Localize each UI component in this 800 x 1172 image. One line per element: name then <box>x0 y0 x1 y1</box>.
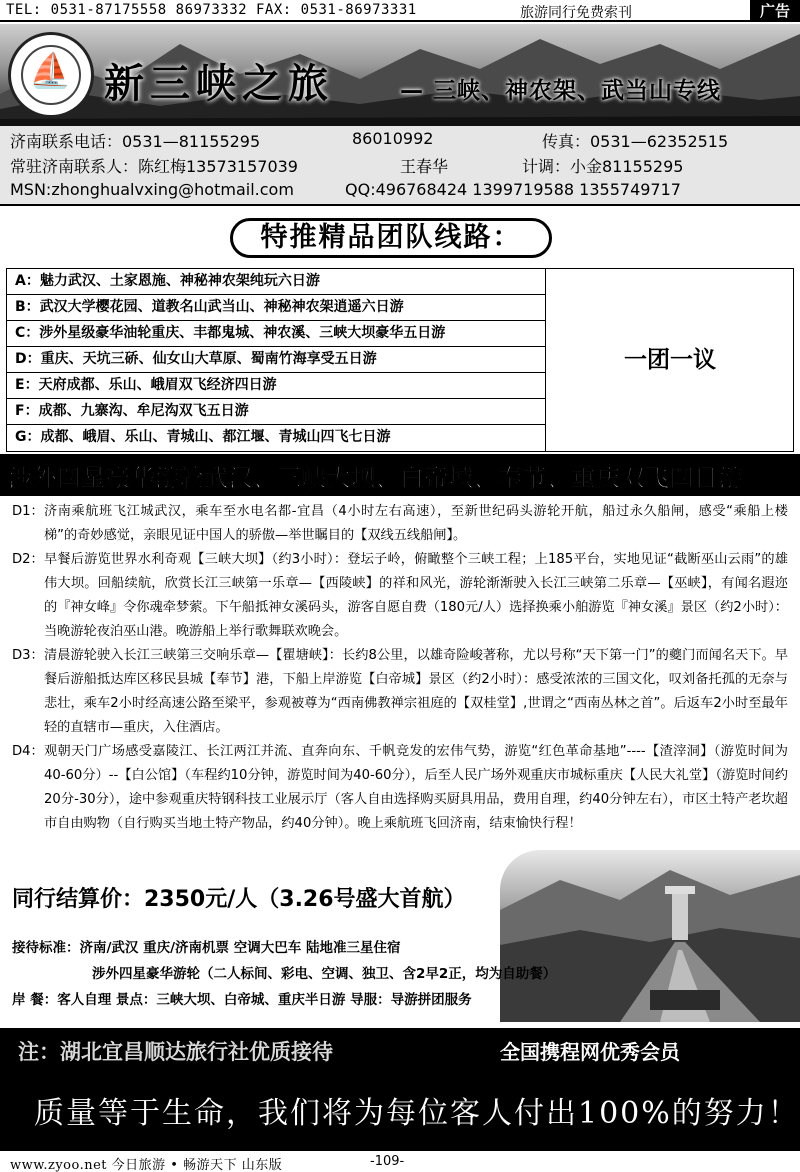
footer <box>0 1150 800 1172</box>
route-item-f: F：成都、九寨沟、牟尼沟双飞五日游 <box>7 399 545 425</box>
service-standard-1: 接待标准：济南/武汉 重庆/济南机票 空调大巴车 陆地准三星住宿 <box>12 940 401 956</box>
route-price-note: 一团一议 <box>624 347 716 373</box>
note-bar <box>0 1028 800 1072</box>
routes-list <box>7 269 546 451</box>
footer-site: www.zyoo.net 今日旅游 • 畅游天下 山东版 <box>10 1158 283 1172</box>
itinerary-day-4 <box>12 740 788 836</box>
slogan-bar <box>0 1072 800 1150</box>
page-number: -109- <box>370 1154 405 1169</box>
route-item-c: C：涉外星级豪华油轮重庆、丰都鬼城、神农溪、三峡大坝豪华五日游 <box>7 321 545 347</box>
itinerary-day-2 <box>12 548 788 644</box>
tel-fax-text: TEL: 0531-87175558 86973332 FAX: 0531-86973331 <box>6 2 417 18</box>
fax-number: 传真：0531—62352515 <box>542 132 729 151</box>
banner-title: 新三峡之旅 <box>104 60 334 107</box>
jinan-phone: 济南联系电话：0531—81155295 <box>10 132 261 151</box>
day-text: 早餐后游览世界水利奇观【三峡大坝】（约3小时）：登坛子岭，俯瞰整个三峡工程；上185平台，实地见证“截断巫山云雨”的雄伟大坝。回船续航，欣赏长江三峡第一乐章—【西陵峡】的祥和风光，游轮渐渐驶入长江三峡第二乐章—【巫峡】，有闻名遐迩的『神女峰』令你魂牵梦萦。下午船抵神女溪码头，游客自愿自费（180元/人）选择换乘小舶游览『神女溪』景区（约2小时）：当晚游轮夜泊巫山港。晚游船上举行歌舞联欢晚会。 <box>44 552 788 639</box>
route-item-g: G：成都、峨眉、乐山、青城山、都江堰、青城山四飞七日游 <box>15 429 391 445</box>
msn-address: MSN:zhonghualvxing@hotmail.com <box>10 180 294 199</box>
banner <box>0 24 800 126</box>
resident-contact: 常驻济南联系人：陈红梅13573157039 <box>10 157 298 176</box>
route-item-d: D：重庆、天坑三硚、仙女山大草原、蜀南竹海享受五日游 <box>7 347 545 373</box>
company-logo <box>8 32 94 118</box>
mausoleum-photo <box>500 850 800 1022</box>
service-standard-3: 岸 餐：客人自理 景点：三峡大坝、白帝城、重庆半日游 导服：导游拼团服务 <box>12 992 472 1008</box>
route-item-a: A：魅力武汉、土家恩施、神秘神农架纯玩六日游 <box>7 269 545 295</box>
free-index-text: 旅游同行免费索刊 <box>520 5 632 21</box>
routes-heading: 特推精品团队线路： <box>230 218 552 258</box>
resident-contact-2: 王春华 <box>400 157 449 176</box>
peer-price: 同行结算价：2350元/人（3.26号盛大首航） <box>12 887 466 912</box>
day-text: 观朝天门广场感受嘉陵江、长江两江并流、直奔向东、千帆竞发的宏伟气势，游览“红色革命基地”----【渣滓洞】（游览时间为40-60分）--【白公馆】（车程约10分钟，游览时间为40-60分），后至人民广场外观重庆市城标重庆【人民大礼堂】（游览时间约20分-30分），途中参观重庆特钢科技工业展示厅（客人自由选择购买厨具用品，费用自理，约40分钟左右），市区土特产老坎超市自由购物（自行购买当地土特产物品，约40分钟）。晚上乘航班飞回济南，结束愉快行程！ <box>44 744 788 831</box>
day-label: D1： <box>12 504 44 519</box>
feature-title: 涉外四星豪华游轮武汉、三峡大坝、白帝城、奉节、重庆双飞四日游 <box>8 464 743 492</box>
slogan-text: 质量等于生命，我们将为每位客人付出100%的努力！ <box>34 1096 800 1131</box>
day-label: D2： <box>12 552 44 567</box>
routes-table <box>6 268 794 452</box>
ship-icon: ⛵ <box>29 51 72 91</box>
route-item-e: E：天府成都、乐山、峨眉双飞经济四日游 <box>7 373 545 399</box>
day-text: 济南乘航班飞江城武汉，乘车至水电名都-宜昌（4小时左右高速），至新世纪码头游轮开航，船过永久船闸，感受“乘船上楼梯”的奇妙感觉，亲眼见证中国人的骄傲—举世瞩目的【双线五线船闸】。 <box>44 504 788 543</box>
contact-block <box>0 126 800 206</box>
note-member: 全国携程网优秀会员 <box>500 1040 680 1064</box>
day-label: D3： <box>12 648 44 663</box>
day-label: D4： <box>12 744 44 759</box>
jinan-phone-2: 86010992 <box>352 129 434 148</box>
service-standard-2: 涉外四星豪华游轮（二人标间、彩电、空调、独卫、含2早2正，均为自助餐） <box>92 966 557 982</box>
routes-heading-area <box>0 208 800 266</box>
route-item-b: B：武汉大学樱花园、道教名山武当山、神秘神农架逍遥六日游 <box>7 295 545 321</box>
feature-title-bar <box>0 454 800 496</box>
itinerary <box>12 500 788 836</box>
top-bar <box>0 0 800 22</box>
itinerary-day-3 <box>12 644 788 740</box>
note-reception: 注：湖北宜昌顺达旅行社优质接待 <box>18 1040 333 1064</box>
banner-subtitle: — 三峡、神农架、武当山专线 <box>400 78 722 104</box>
landmark-image <box>500 850 800 1022</box>
ad-badge: 广告 <box>750 0 800 22</box>
day-text: 清晨游轮驶入长江三峡第三交响乐章—【瞿塘峡】：长约8公里，以雄奇险峻著称，尤以号称“天下第一门”的夔门而闻名天下。早餐后游船抵达库区移民县城【奉节】港，下船上岸游览【白帝城】景区（约2小时）：感受浓浓的三国文化，叹刘备托孤的无奈与悲壮，乘车2小时经高速公路至梁平，参观被尊为“西南佛教禅宗祖庭的【双桂堂】,世谓之“西南丛林之首”。后返车2小时至最年轻的直辖市—重庆，入住酒店。 <box>44 648 788 735</box>
dispatch-contact: 计调：小金81155295 <box>522 157 684 176</box>
itinerary-day-1 <box>12 500 788 548</box>
qq-numbers: QQ:496768424 1399719588 1355749717 <box>345 180 681 199</box>
